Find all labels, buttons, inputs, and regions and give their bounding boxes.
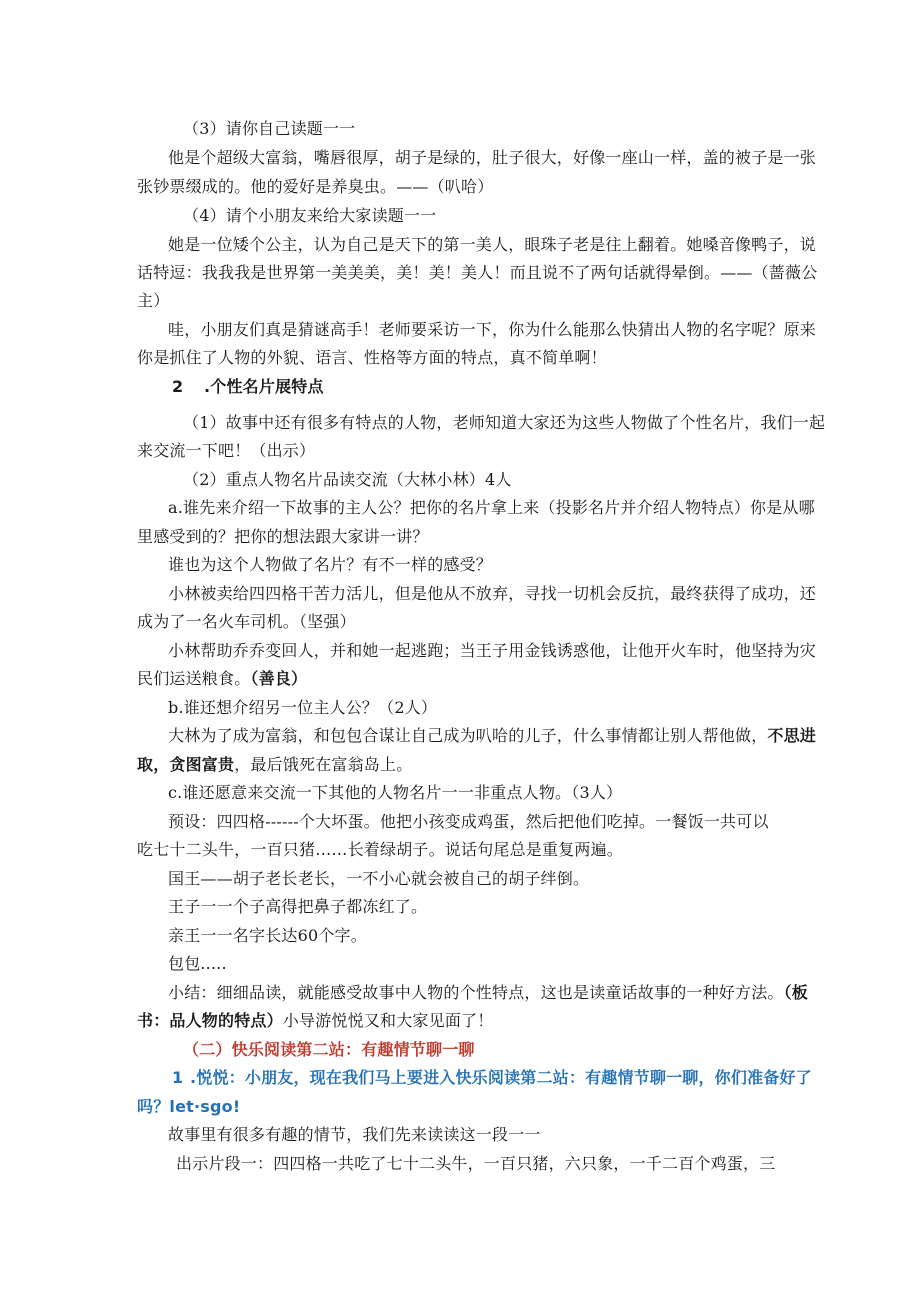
question-3: （3）请你自己读题一一 xyxy=(183,119,356,138)
paragraph-line: 亲王一一名字长达60个字。 xyxy=(168,926,367,945)
bold-keyword: 书：品人物的特点） xyxy=(137,1011,283,1030)
paragraph-line: 话特逗：我我我是世界第一美美美，美！美！美人！而且说不了两句话就得晕倒。——（蔷薇公 xyxy=(137,263,818,282)
paragraph-line: b.谁还想介绍另一位主人公？（2人） xyxy=(168,698,438,717)
bold-keyword: （板 xyxy=(783,983,809,1002)
paragraph-text: 民们运送粮食。 xyxy=(137,669,251,688)
paragraph-line: 他是个超级大富翁，嘴唇很厚，胡子是绿的，肚子很大，好像一座山一样，盖的被子是一张 xyxy=(168,148,817,167)
paragraph-text: 小导游悦悦又和大家见面了！ xyxy=(282,1011,494,1030)
paragraph-line: 你是抓住了人物的外貌、语言、性格等方面的特点，真不简单啊！ xyxy=(137,348,607,367)
paragraph-text: ，最后饿死在富翁岛上。 xyxy=(234,755,413,774)
paragraph-line xyxy=(168,725,816,747)
paragraph-line: （1）故事中还有很多有特点的人物，老师知道大家还为这些人物做了个性名片，我们一起 xyxy=(183,413,826,432)
bold-keyword: （善良） xyxy=(250,669,308,688)
paragraph-line xyxy=(137,1010,493,1032)
paragraph-line: 国王——胡子老长老长，一不小心就会被自己的胡子绊倒。 xyxy=(168,869,590,888)
paragraph-line xyxy=(137,668,307,690)
paragraph-line: 来交流一下吧！（出示） xyxy=(137,441,316,460)
section-heading-red: （二）快乐阅读第二站：有趣情节聊一聊 xyxy=(183,1040,475,1059)
paragraph-line: 吃七十二头牛，一百只猪……长着绿胡子。说话句尾总是重复两遍。 xyxy=(137,840,624,859)
highlight-line-blue: 吗？let·sgo! xyxy=(137,1097,241,1116)
paragraph-line: 张钞票缀成的。他的爱好是养臭虫。——（叭哈） xyxy=(137,177,494,196)
bold-keyword: 不思进 xyxy=(767,726,817,745)
paragraph-line: c.谁还愿意来交流一下其他的人物名片一一非重点人物。（3人） xyxy=(168,783,623,802)
bold-keyword: 取，贪图富贵 xyxy=(137,755,235,774)
paragraph-line xyxy=(137,754,412,776)
paragraph-line: 出示片段一：四四格一共吃了七十二头牛，一百只猪，六只象，一千二百个鸡蛋，三 xyxy=(176,1154,776,1173)
paragraph-line: 王子一一个子高得把鼻子都冻红了。 xyxy=(168,897,428,916)
paragraph-line: 主） xyxy=(137,291,170,310)
section-number-blue: 1 xyxy=(172,1068,184,1087)
paragraph-line: 小林被卖给四四格干苦力活儿，但是他从不放弃，寻找一切机会反抗，最终获得了成功，还 xyxy=(168,584,817,603)
paragraph-line: 小林帮助乔乔变回人，并和她一起逃跑；当王子用金钱诱惑他，让他开火车时，他坚持为灾 xyxy=(168,641,817,660)
paragraph-text: 大林为了成为富翁，和包包合谋让自己成为叭哈的儿子，什么事情都让别人帮他做， xyxy=(168,726,768,745)
paragraph-line: 哇，小朋友们真是猜谜高手！老师要采访一下，你为什么能那么快猜出人物的名字呢？原来 xyxy=(168,320,817,339)
paragraph-line: 里感受到的？把你的想法跟大家讲一讲？ xyxy=(137,527,429,546)
highlight-line-blue: .悦悦：小朋友，现在我们马上要进入快乐阅读第二站：有趣情节聊一聊，你们准备好了 xyxy=(190,1068,812,1087)
paragraph-line: a.谁先来介绍一下故事的主人公？把你的名片拿上来（投影名片并介绍人物特点）你是从哪 xyxy=(168,498,815,517)
section-number: 2 xyxy=(172,377,184,396)
paragraph-line: 谁也为这个人物做了名片？有不一样的感受？ xyxy=(168,555,493,574)
paragraph-line: 故事里有很多有趣的情节，我们先来读读这一段一一 xyxy=(168,1125,541,1144)
paragraph-line: 成为了一名火车司机。（坚强） xyxy=(137,612,356,631)
paragraph-line: （2）重点人物名片品读交流（大林小林）4人 xyxy=(183,470,512,489)
paragraph-line xyxy=(168,982,808,1004)
paragraph-line: 包包..... xyxy=(168,954,227,973)
question-4: （4）请个小朋友来给大家读题一一 xyxy=(183,206,437,225)
paragraph-line: 预设：四四格------个大坏蛋。他把小孩变成鸡蛋，然后把他们吃掉。一餐饭一共可以 xyxy=(168,812,769,831)
section-heading: .个性名片展特点 xyxy=(204,377,324,396)
paragraph-line: 她是一位矮个公主，认为自己是天下的第一美人，眼珠子老是往上翻着。她嗓音像鸭子，说 xyxy=(168,235,817,254)
paragraph-text: 小结：细细品读，就能感受故事中人物的个性特点，这也是读童话故事的一种好方法。 xyxy=(168,983,784,1002)
